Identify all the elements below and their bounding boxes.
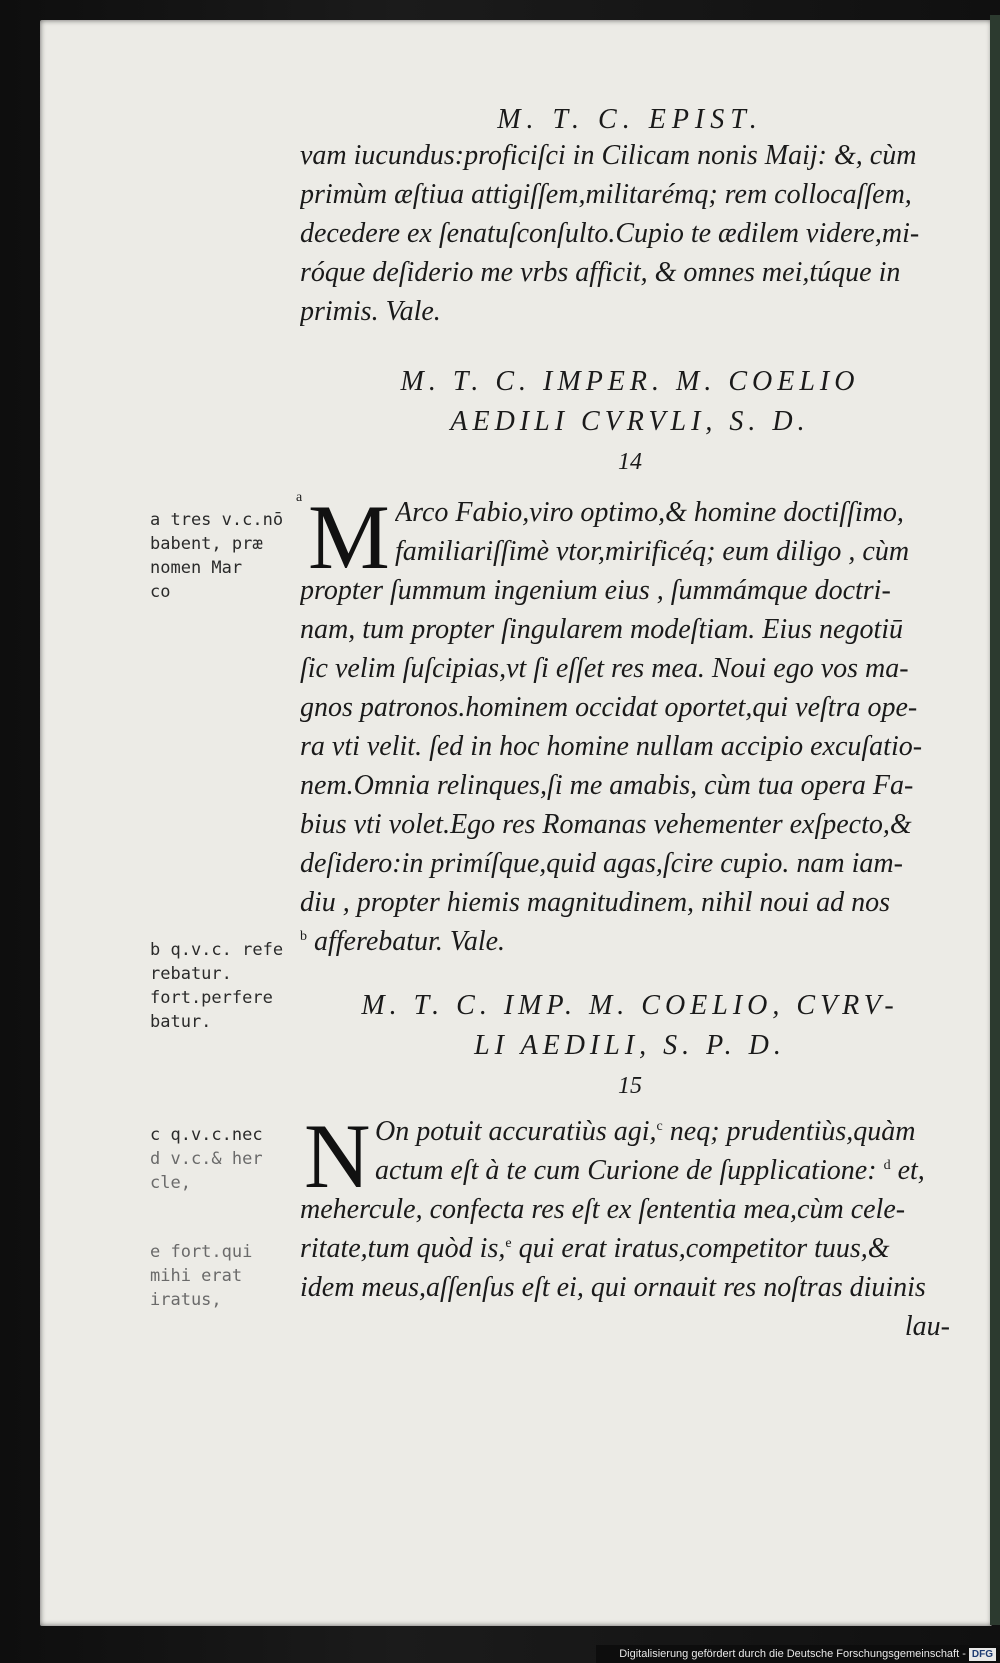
dfg-logo: DFG [969,1648,996,1661]
margin-note-line: fort.perfere [150,988,273,1008]
text-line-content: neq; prudentiùs,quàm [662,1116,916,1147]
note-marker: e [505,1236,512,1251]
margin-note-line: d v.c.& her [150,1149,263,1169]
text-line: gnos patronos.hominem occidat oportet,qui veſtra ope- [300,692,918,723]
letter-14-heading [300,362,960,442]
catchword: lau- [904,1311,950,1342]
margin-note-line: cle, [150,1173,191,1193]
margin-note-line: a tres v.c.nō [150,510,284,530]
footer-text: Digitalisierung gefördert durch die Deutsche Forschungsgemeinschaft - [619,1648,966,1660]
margin-note-a [150,508,285,604]
note-marker: c [656,1119,663,1134]
text-line [375,1151,960,1190]
text-line: nem.Omnia relinques,ſi me amabis, cùm tua opera Fa- [300,770,914,801]
text-line: decedere ex ſenatuſconſulto.Cupio te ædilem videre,mi- [300,218,920,249]
letter-14-body-indented [395,493,960,571]
margin-note-line: c q.v.c.nec [150,1125,263,1145]
text-line: diu , propter hiemis magnitudinem, nihil noui ad nos [300,887,891,918]
text-line: propter ſummum ingenium eius , ſummámque doctri- [300,575,891,606]
letter-heading-line: M. T. C. IMPER. M. COELIO [400,366,860,397]
text-line-content: ritate,tum quòd is, [300,1233,506,1264]
margin-note-line: b q.v.c. refe [150,940,284,960]
letter-heading-line: LI AEDILI, S. P. D. [474,1030,786,1061]
text-line: primis. Vale. [300,296,441,327]
margin-note-e [150,1240,285,1312]
letter-15-body [300,1190,960,1346]
text-line-content: On potuit accuratiùs agi, [375,1116,657,1147]
note-marker: b [300,929,307,944]
margin-note-line: batur. [150,1012,212,1032]
text-line: róque deſiderio me vrbs afficit, & omnes mei,túque in [300,257,901,288]
text-line-content: actum eſt à te cum Curione de ſupplicatione: [375,1155,877,1186]
text-line: ra vti velit. ſed in hoc homine nullam accipio excuſatio- [300,731,923,762]
text-line-content: qui erat iratus,competitor tuus,& [511,1233,890,1264]
text-line: Arco Fabio,viro optimo,& homine doctiſſimo, [395,497,904,528]
text-line [300,1229,960,1268]
text-line [375,1112,960,1151]
book-cover-edge [990,15,1000,1625]
margin-note-line: mihi erat [150,1266,243,1286]
letter-15-body-indented [375,1112,960,1190]
letter-15-number: 15 [618,1073,642,1099]
running-head: M. T. C. EPIST. [497,104,763,135]
text-line: deſidero:in primíſque,quid agas,ſcire cupio. nam iam- [300,848,903,879]
text-line [300,922,960,961]
drop-cap: M [308,486,390,588]
margin-note-line: iratus, [150,1290,222,1310]
text-line-content: et, [890,1155,925,1186]
margin-note-line: babent, præ [150,534,263,554]
letter-heading-line: AEDILI CVRVLI, S. D. [450,406,810,437]
margin-note-line: nomen Mar [150,558,243,578]
margin-note-b [150,938,285,1034]
text-line: ſic velim ſuſcipias,vt ſi eſſet res mea. Noui ego vos ma- [300,653,909,684]
text-line: idem meus,aſſenſus eſt ei, qui ornauit res noſtras diuinis [300,1272,926,1303]
continuation-text [300,136,960,331]
margin-note-line: co [150,582,171,602]
letter-heading-line: M. T. C. IMP. M. COELIO, CVRV- [361,990,899,1021]
note-marker: a [296,490,303,505]
letter-14-body [300,571,960,961]
text-line: nam, tum propter ſingularem modeſtiam. Eius negotiū [300,614,903,645]
text-line: familiariſſimè vtor,mirificéq; eum diligo , cùm [395,536,910,567]
text-line: primùm æſtiua attigiſſem,militarémq; rem collocaſſem, [300,179,912,210]
drop-cap: N [304,1105,371,1207]
letter-14-number: 14 [618,449,642,475]
text-line: vam iucundus:proficiſci in Cilicam nonis Maij: &, cùm [300,140,917,171]
text-line: bius vti volet.Ego res Romanas vehementer exſpecto,& [300,809,912,840]
letter-15-heading [300,986,960,1066]
text-line-content: afferebatur. Vale. [314,926,506,957]
margin-note-line: rebatur. [150,964,232,984]
note-marker: d [883,1158,891,1173]
text-line: mehercule, confecta res eſt ex ſententia mea,cùm cele- [300,1194,906,1225]
margin-note-c [150,1123,285,1195]
margin-note-line: e fort.qui [150,1242,253,1262]
funding-footer [596,1645,1000,1663]
